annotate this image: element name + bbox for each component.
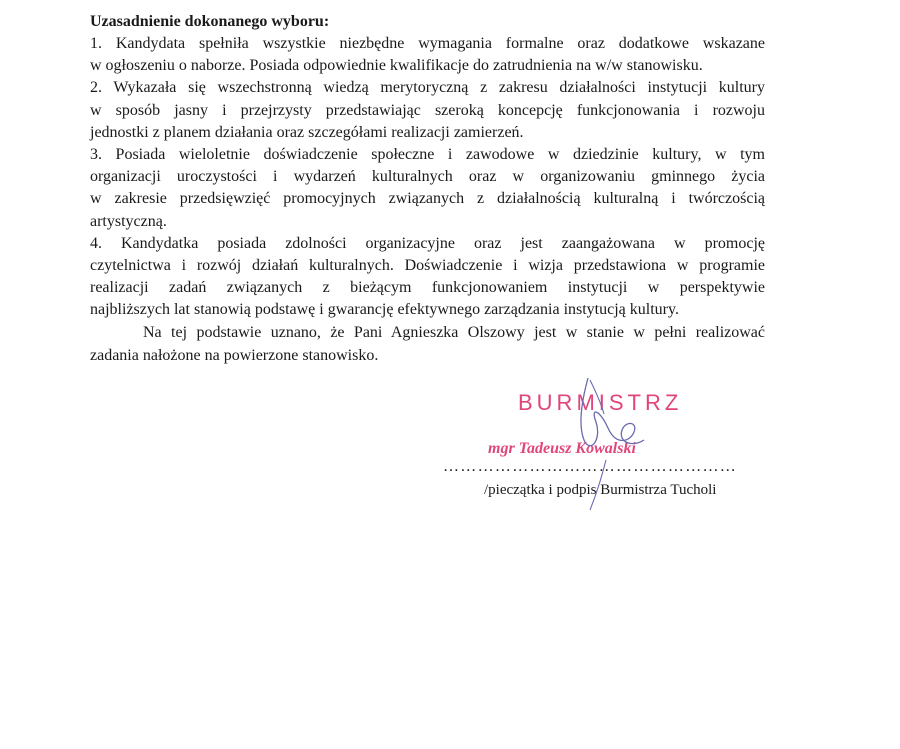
body-line: 3. Posiada wieloletnie doświadczenie społeczne i zawodowe w dziedzinie kultury, w tym xyxy=(90,146,765,164)
conclusion-paragraph xyxy=(90,321,765,367)
body-line: czytelnictwa i rozwój działań kulturalnych. Doświadczenie i wizja przedstawiona w programie xyxy=(90,257,765,275)
body-line: realizacji zadań związanych z bieżącym funkcjonowaniem instytucji w perspektywie xyxy=(90,279,765,297)
body-line: najbliższych lat stanowią podstawę i gwarancję efektywnego zarządzania instytucją kultury. xyxy=(90,301,679,319)
body-line: 2. Wykazała się wszechstronną wiedzą merytoryczną z zakresu działalności instytucji kultury xyxy=(90,79,765,97)
body-line: artystyczną. xyxy=(90,212,167,230)
body-line: w zakresie przedsięwzięć promocyjnych związanych z działalnością kulturalną i twórczością xyxy=(90,190,765,208)
justification-body xyxy=(90,33,765,322)
body-line: w sposób jasny i przejrzysty przedstawiając szeroką koncepcję funkcjonowania i rozwoju xyxy=(90,101,765,119)
conclusion-line: zadania nałożone na powierzone stanowisko. xyxy=(90,347,379,364)
justification-heading: Uzasadnienie dokonanego wyboru: xyxy=(90,13,330,30)
body-line: w ogłoszeniu o naborze. Posiada odpowiednie kwalifikacje do zatrudnienia na w/w stanowisku. xyxy=(90,57,703,75)
body-line: 1. Kandydata spełniła wszystkie niezbędne wymagania formalne oraz dodatkowe wskazane xyxy=(90,35,765,52)
body-line: organizacji uroczystości i wydarzeń kulturalnych oraz w organizowaniu gminnego życia xyxy=(90,168,765,186)
body-line: jednostki z planem działania oraz szczegółami realizacji zamierzeń. xyxy=(90,123,524,141)
signature-line: …………………………………………… xyxy=(443,458,738,475)
signature-caption: /pieczątka i podpis Burmistrza Tucholi xyxy=(484,482,717,498)
stamp-title: BURMISTRZ xyxy=(518,390,683,415)
body-line: 4. Kandydatka posiada zdolności organizacyjne oraz jest zaangażowana w promocję xyxy=(90,234,765,252)
conclusion-line: Na tej podstawie uznano, że Pani Agnieszka Olszowy jest w stanie w pełni realizować xyxy=(143,324,765,341)
stamp-name: mgr Tadeusz Kowalski xyxy=(488,440,636,457)
